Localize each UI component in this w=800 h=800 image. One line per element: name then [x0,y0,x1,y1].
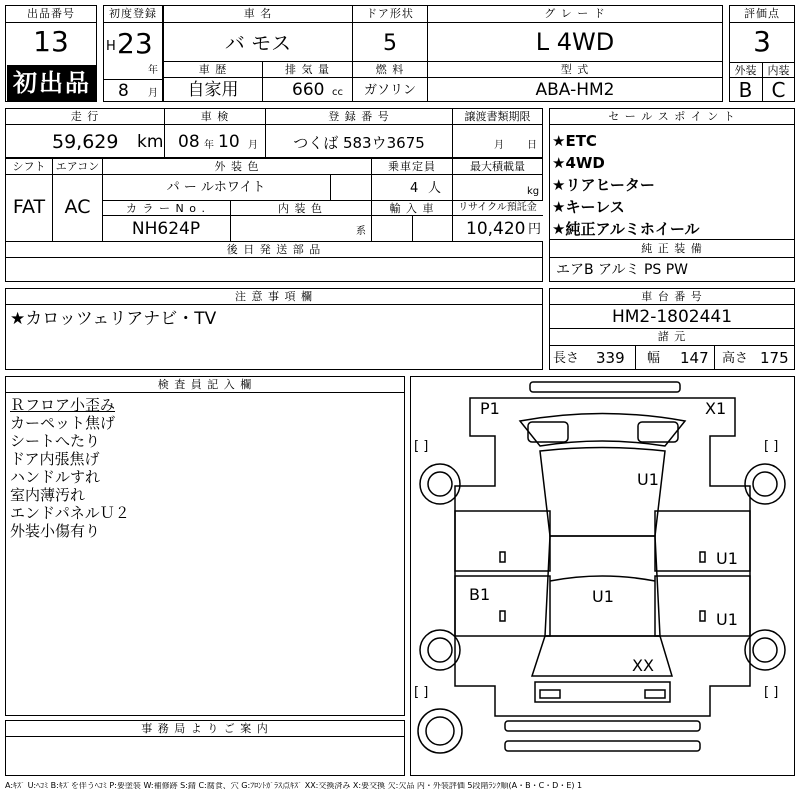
bracket-marker: [ ] [764,439,779,454]
first-reg-label: 初度登録 [109,7,157,20]
legend: A:ｷｽﾞ U:ﾍｺﾐ B:ｷｽﾞを伴うﾍｺﾐ P:要塗装 W:補修跡 S:錆 C:腐食、穴 G:ﾌﾛﾝﾄｶﾞﾗｽ点ｷｽﾞ XX:交換済み X:要交換 欠:欠品 内・外装評価 5段階ﾗﾝｸ順(A・B・C・D・E) 1 [5,782,583,790]
door-value: 5 [383,31,397,56]
interior-label: 内装 [767,64,790,77]
transfer-month-unit: 月 [494,140,504,151]
door-label: ドア形状 [366,7,414,20]
listing-number-label: 出品番号 [27,7,75,20]
interior-color-unit: 系 [356,226,366,237]
load-label: 最大積載量 [470,160,525,173]
inspection-month-unit: 月 [248,140,258,151]
inspector-note: エンドパネルＵ２ [10,504,130,522]
displacement-label: 排 気 量 [285,63,330,76]
sales-point: ★純正アルミホイール [552,220,700,238]
fuel-value: ガソリン [363,83,416,98]
interior-grade: C [771,78,786,102]
mark-u1-top: U1 [637,470,659,489]
bracket-marker: [ ] [414,685,429,700]
mileage-label: 走 行 [70,110,100,123]
sales-point: ★リアヒーター [552,176,655,194]
grade-value: L 4WD [535,28,615,56]
mark-u1-center: U1 [592,587,614,606]
listing-number: 13 [33,25,69,58]
sales-point: ★4WD [552,154,605,172]
bracket-marker: [ ] [764,685,779,700]
fuel-label: 燃 料 [375,63,405,76]
mark-xx: XX [632,656,654,675]
inspector-note: シートへたり [10,432,101,450]
mark-p1: P1 [480,399,500,418]
transfer-day-unit: 日 [527,140,537,151]
ac-value: AC [64,196,91,218]
car-diagram [410,376,795,776]
inspection-year: 08 [178,132,200,152]
first-reg-year: 23 [117,27,153,60]
mileage-unit: km [137,132,164,152]
mark-u1-right-lower: U1 [716,610,738,629]
bracket-marker: [ ] [414,439,429,454]
shift-label: シフト [12,160,46,173]
caution-label: 注 意 事 項 欄 [235,290,313,303]
score-label: 評価点 [744,7,780,20]
exterior-label: 外装 [734,64,757,77]
model-label: 型 式 [560,63,590,76]
inspector-note: 外装小傷有り [10,522,101,540]
first-reg-month: 8 [118,81,129,101]
recycle-value: 10,420 [466,219,526,239]
car-name-label: 車 名 [243,7,273,20]
caution-value: ★カロッツェリアナビ・TV [10,309,217,329]
mark-u1-right-upper: U1 [716,549,738,568]
exterior-grade: B [738,78,753,102]
plate-value: つくば 583ウ3675 [293,134,425,152]
seats-label: 乗車定員 [388,160,436,173]
shift-value: FAT [12,196,46,218]
width-value: 147 [680,349,709,367]
sales-points-list [552,130,700,240]
interior-color-label: 内 装 色 [278,202,323,215]
mark-b1: B1 [469,585,491,604]
color-no-value: NH624P [131,219,201,239]
office-label: 事 務 局 よ り ご 案 内 [141,722,269,735]
inspector-notes [10,396,130,540]
car-name: バ モス [224,31,292,55]
inspector-label: 検 査 員 記 入 欄 [157,378,253,391]
later-parts-label: 後 日 発 送 部 品 [226,243,322,256]
chassis-label: 車 台 番 号 [641,290,703,303]
displacement-value: 660 [292,80,325,100]
history-label: 車 歴 [198,63,228,76]
height-value: 175 [760,349,789,367]
era: H [106,39,116,54]
height-label: 高さ [722,351,749,366]
load-unit: kg [527,186,540,197]
equipment-label: 純 正 装 備 [641,242,703,255]
equipment-value: エアB アルミ PS PW [556,262,689,278]
mark-x1: X1 [705,399,727,418]
exterior-color-value: パ ー ルホワイト [166,180,266,195]
inspector-note: 室内薄汚れ [10,486,86,504]
inspection-year-unit: 年 [204,140,214,151]
seats-value: 4 [410,181,419,196]
year-unit: 年 [148,65,158,76]
inspector-note: Ｒフロア小歪み [10,396,116,414]
inspection-month: 10 [218,132,240,152]
plate-label: 登 録 番 号 [328,110,390,123]
inspection-label: 車 検 [200,110,230,123]
displacement-unit: cc [332,87,343,98]
grade-label: グ レ ー ド [544,7,606,20]
first-listing-badge: 初出品 [7,65,97,101]
score-value: 3 [753,25,771,58]
exterior-color-label: 外 装 色 [214,160,260,173]
width-label: 幅 [647,351,661,366]
sales-points-label: セ ー ル ス ポ イ ン ト [608,110,736,123]
length-value: 339 [596,349,625,367]
seats-unit: 人 [428,181,442,196]
sales-point: ★キーレス [552,198,625,216]
import-label: 輸 入 車 [389,202,435,215]
specs-label: 諸 元 [657,330,687,343]
transfer-label: 譲渡書類期限 [464,110,531,123]
inspector-note: ドア内張焦げ [10,450,100,468]
length-label: 長さ [553,351,580,366]
chassis-value: HM2-1802441 [611,307,733,327]
recycle-unit: 円 [528,222,542,237]
model-value: ABA-HM2 [535,80,615,100]
inspector-note: カーペット焦げ [10,414,116,432]
history-value: 自家用 [187,80,239,100]
sales-point: ★ETC [552,132,597,150]
inspector-note: ハンドルすれ [10,468,101,486]
mileage-value: 59,629 [52,131,119,153]
color-no-label: カ ラ ー N o . [126,202,206,215]
month-unit: 月 [148,88,158,99]
ac-label: エアコン [55,160,100,173]
recycle-label: リサイクル預託金 [458,202,537,213]
